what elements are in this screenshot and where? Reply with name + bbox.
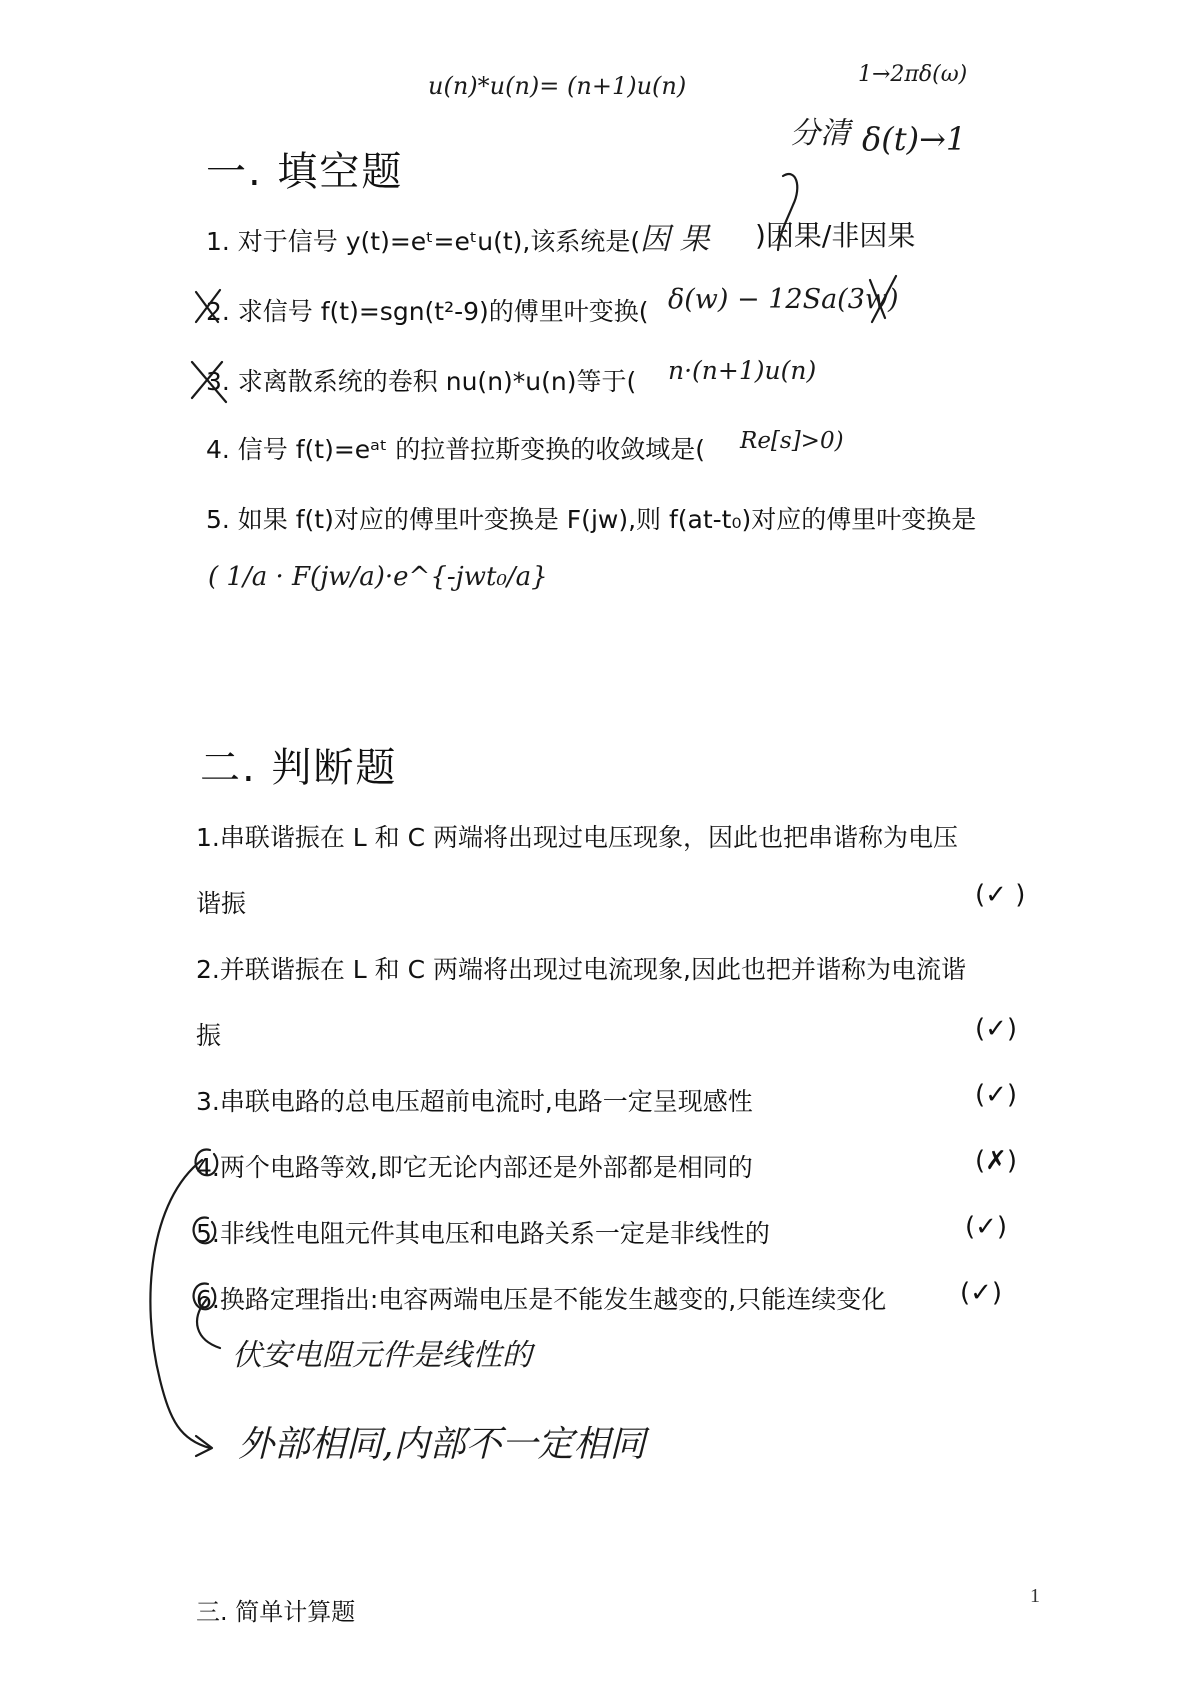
fill-question-4: 4. 信号 f(t)=eᵃᵗ 的拉普拉斯变换的收敛域是(: [206, 435, 706, 464]
arrow-head: [196, 1436, 212, 1456]
judge-mark-6: (✓): [960, 1278, 1003, 1308]
judge-question-5: 5.非线性电阻元件其电压和电路关系一定是非线性的: [196, 1219, 770, 1248]
fill-question-3: 3. 求离散系统的卷积 nu(n)*u(n)等于(: [206, 367, 637, 396]
judge-mark-5: (✓): [965, 1212, 1008, 1242]
handwritten-side-note-a: 1→2πδ(ω): [858, 62, 968, 87]
section2-title: 二. 判断题: [200, 745, 398, 791]
fill-question-1-options: )因果/非因果: [755, 219, 916, 252]
judge-question-6: 6.换路定理指出:电容两端电压是不能发生越变的,只能连续变化: [196, 1285, 887, 1314]
judge-mark-3: (✓): [975, 1080, 1018, 1110]
section1-title: 一. 填空题: [206, 149, 404, 195]
judge-mark-4: (✗): [975, 1146, 1018, 1176]
fill-answer-4: Re[s]>0): [740, 428, 844, 454]
handwritten-side-note-b: δ(t)→1: [862, 120, 967, 158]
fill-question-2: 2. 求信号 f(t)=sgn(t²-9)的傅里叶变换(: [206, 297, 649, 326]
fill-question-1: 1. 对于信号 y(t)=eᵗ=eᵗu(t),该系统是(: [206, 227, 641, 256]
judge-mark-1: (✓ ): [975, 880, 1026, 910]
page-number: 1: [1030, 1585, 1040, 1607]
fill-answer-3: n·(n+1)u(n): [668, 356, 817, 385]
judge-question-4: 4.两个电路等效,即它无论内部还是外部都是相同的: [196, 1153, 753, 1182]
fill-answer-1: 因 果: [640, 222, 710, 257]
fill-question-5: 5. 如果 f(t)对应的傅里叶变换是 F(jw),则 f(at-t₀)对应的傅里叶变换是: [206, 505, 977, 534]
handwritten-correction-note-1: 伏安电阻元件是线性的: [232, 1338, 532, 1373]
judge-question-1-cont: 谐振: [196, 889, 247, 918]
judge-question-3: 3.串联电路的总电压超前电流时,电路一定呈现感性: [196, 1087, 753, 1116]
judge-mark-2: (✓): [975, 1014, 1018, 1044]
fill-answer-2: δ(w) − 12Sa(3w): [668, 284, 899, 315]
judge-question-1: 1.串联谐振在 L 和 C 两端将出现过电压现象，因此也把串谐称为电压: [196, 823, 959, 852]
judge-question-2-cont: 振: [196, 1021, 222, 1050]
handwritten-correction-note-2: 外部相同,内部不一定相同: [238, 1424, 646, 1465]
handwritten-side-note-c: 分清: [790, 116, 850, 151]
section3-title: 三. 简单计算题: [196, 1598, 356, 1626]
handwritten-top-note: u(n)*u(n)= (n+1)u(n): [428, 72, 687, 100]
judge-question-2: 2.并联谐振在 L 和 C 两端将出现过电流现象,因此也把并谐称为电流谐: [196, 955, 966, 984]
fill-answer-5: ( 1/a · F(jw/a)·e^{-jwt₀/a}: [208, 562, 548, 592]
